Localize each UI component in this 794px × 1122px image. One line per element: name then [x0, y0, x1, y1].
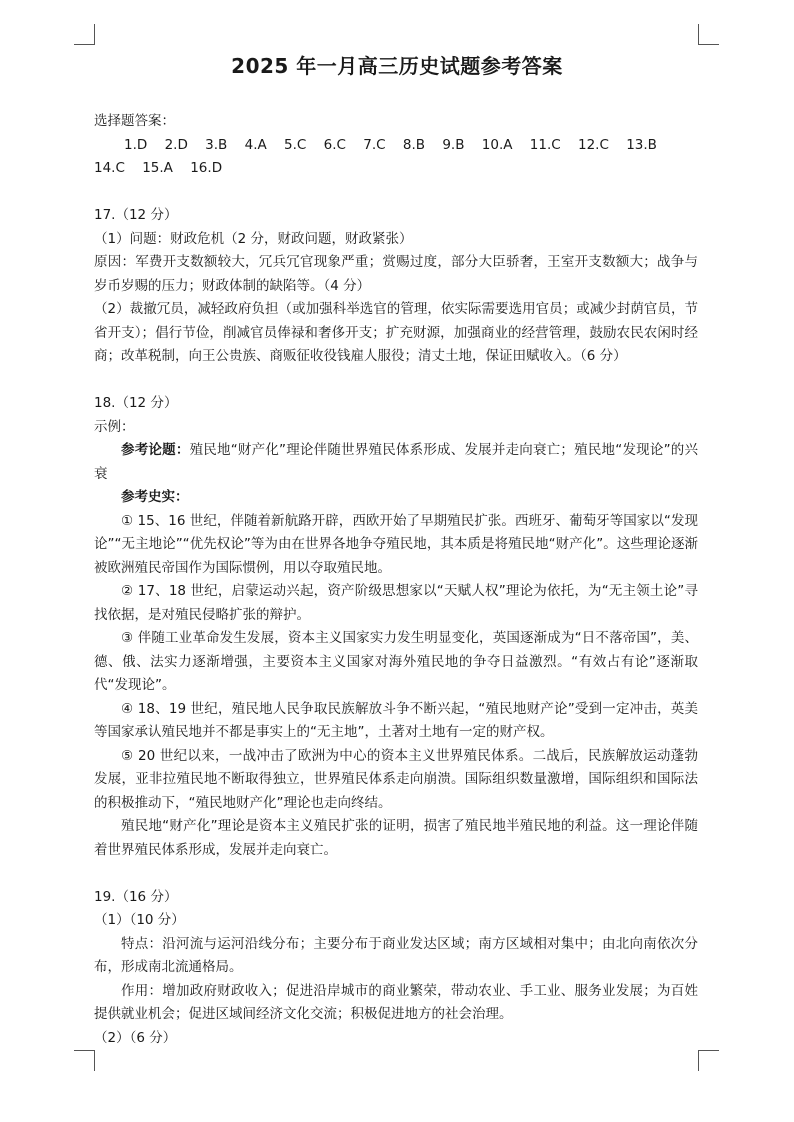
- q18-conclusion: 殖民地“财产化”理论是资本主义殖民扩张的证明，损害了殖民地半殖民地的利益。这一理论伴随着世界殖民体系形成，发展并走向衰亡。: [94, 818, 698, 858]
- q19-features: 特点：沿河流与运河沿线分布；主要分布于商业发达区域；南方区域相对集中；由北向南依次分布，形成南北流通格局。: [94, 935, 698, 975]
- mc-answer: 6.C: [323, 136, 346, 153]
- page-title: 2025 年一月高三历史试题参考答案: [231, 54, 563, 78]
- mc-answer: 3.B: [205, 136, 228, 153]
- q18-fact-2: ② 17、18 世纪，启蒙运动兴起，资产阶级思想家以“天赋人权”理论为依托，为“无主领土论”寻找依据，是对殖民侵略扩张的辩护。: [94, 583, 698, 623]
- q18-facts-label-text: 参考史实：: [121, 489, 189, 505]
- mc-answer: 13.B: [626, 136, 657, 153]
- mc-answer: 10.A: [481, 136, 513, 153]
- q18-example-label: 示例：: [94, 418, 135, 435]
- crop-mark-bottom-right: [698, 1050, 719, 1071]
- mc-answer: 4.A: [244, 136, 267, 153]
- mc-answer: 14.C: [94, 160, 125, 176]
- q18-fact-1: ① 15、16 世纪，伴随着新航路开辟，西欧开始了早期殖民扩张。西班牙、葡萄牙等国家以“发现论”“无主地论”“优先权论”等为由在世界各地争夺殖民地，其本质是将殖民地“财产化”。这些理论逐渐被欧洲殖民帝国作为国际惯例，用以夺取殖民地。: [94, 512, 698, 576]
- mc-heading: 选择题答案：: [94, 113, 175, 129]
- q18-fact-3: ③ 伴随工业革命发生发展，资本主义国家实力发生明显变化，英国逐渐成为“日不落帝国”，美、德、俄、法实力逐渐增强，主要资本主义国家对海外殖民地的争夺日益激烈。“有效占有论”逐渐取代“发现论”。: [94, 630, 698, 693]
- q18-thesis-text: 殖民地“财产化”理论伴随世界殖民体系形成、发展并走向衰亡；殖民地“发现论”的兴衰: [94, 442, 699, 482]
- q18-facts-label: [94, 486, 698, 510]
- q17-part1: （1）问题：财政危机（2 分，财政问题，财政紧张）: [94, 230, 413, 247]
- mc-answer: 16.D: [190, 160, 223, 176]
- mc-answers: [94, 134, 698, 158]
- q17-part2: （2）裁撤冗员，减轻政府负担（或加强科举选官的管理，依实际需要选用官员；或减少封荫官员，节省开支）；倡行节俭，削减官员俸禄和奢侈开支；扩充财源，加强商业的经营管理，鼓励农民农闲时经商；改革税制，向王公贵族、商贩征收役钱雇人服役；清丈土地，保证田赋收入。（6 分）: [94, 301, 698, 364]
- mc-answer: 1.D: [124, 136, 148, 153]
- q18-thesis-label: 参考论题：: [121, 442, 190, 458]
- mc-answer: 8.B: [402, 136, 426, 153]
- mc-answers-line2: [94, 157, 698, 181]
- q18-heading: 18.（12 分）: [94, 395, 178, 411]
- q18-fact-5: ⑤ 20 世纪以来，一战冲击了欧洲为中心的资本主义世界殖民体系。二战后，民族解放运动蓬勃发展，亚非拉殖民地不断取得独立，世界殖民体系走向崩溃。国际组织数量激增，国际组织和国际法的积极推动下，“殖民地财产化”理论也走向终结。: [94, 747, 698, 811]
- q19-heading: 19.（16 分）: [94, 888, 178, 905]
- q18-fact-4: ④ 18、19 世纪，殖民地人民争取民族解放斗争不断兴起，“殖民地财产论”受到一定冲击，英美等国家承认殖民地并不都是事实上的“无主地”，土著对土地有一定的财产权。: [94, 700, 698, 740]
- q19-effects: 作用：增加政府财政收入；促进沿岸城市的商业繁荣，带动农业、手工业、服务业发展；为百姓提供就业机会；促进区域间经济文化交流；积极促进地方的社会治理。: [94, 982, 698, 1022]
- crop-mark-bottom-left: [74, 1050, 95, 1071]
- mc-answer: 5.C: [284, 136, 307, 153]
- crop-mark-top-left: [74, 24, 95, 45]
- q19-part2: （2）（6 分）: [94, 1029, 177, 1046]
- q19-part1: （1）（10 分）: [94, 912, 185, 928]
- q17-reasons: 原因：军费开支数额较大，冗兵冗官现象严重；赏赐过度，部分大臣骄奢，王室开支数额大；战争与岁币岁赐的压力；财政体制的缺陷等。（4 分）: [94, 254, 698, 294]
- crop-mark-top-right: [698, 24, 719, 45]
- mc-answer: 2.D: [164, 136, 188, 153]
- mc-answer: 9.B: [442, 136, 465, 153]
- q18-thesis: [94, 439, 698, 486]
- q17-heading: 17.（12 分）: [94, 207, 178, 223]
- mc-answer: 15.A: [142, 160, 173, 176]
- mc-answer: 11.C: [529, 136, 561, 153]
- mc-answer: 7.C: [363, 136, 386, 153]
- mc-answer: 12.C: [577, 136, 609, 153]
- answer-body: [94, 110, 698, 1050]
